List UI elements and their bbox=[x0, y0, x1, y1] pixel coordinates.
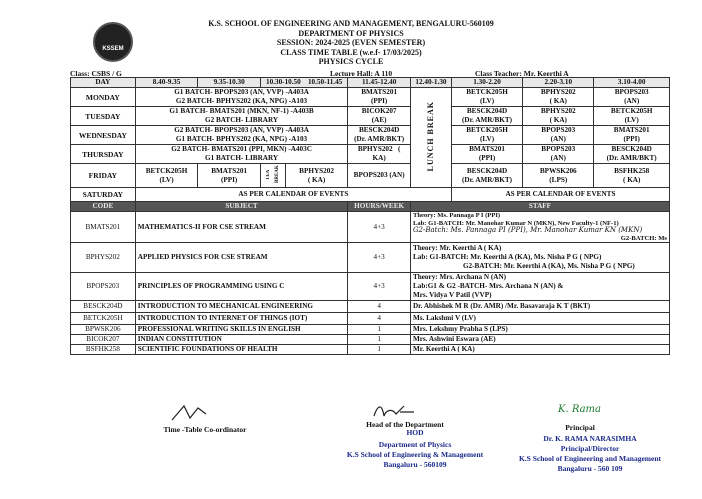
course-staff: Theory: Ms. Pannaga P I (PPI) Lab: G1-BATCH: Mr. Manohar Kumar N (MKN), New Faculty-1 (NF-1) G2-Batch: Ms. Pannaga PI (PPI), Mr. Manohar Kumar KN (MKN) G2-BATCH: Ms bbox=[410, 212, 669, 243]
course-row bbox=[71, 273, 670, 301]
timetable bbox=[70, 77, 670, 355]
course-hours: 4 bbox=[348, 301, 411, 313]
session: SESSION: 2024-2025 (EVEN SEMESTER) bbox=[276, 38, 426, 47]
course-row bbox=[71, 335, 670, 345]
header-subject: SUBJECT bbox=[135, 202, 348, 212]
course-code: BPOPS203 bbox=[71, 273, 136, 301]
course-code: BPWSK206 bbox=[71, 325, 136, 335]
course-code: BMATS201 bbox=[71, 212, 136, 243]
class-teacher-label: Class Teacher: Mr. Keerthi A bbox=[475, 69, 569, 78]
course-hours: 4+3 bbox=[348, 273, 411, 301]
batch-cell: G2 BATCH- BMATS201 (PPI, MKN) -A403C G1 BATCH- LIBRARY bbox=[135, 145, 348, 164]
period-cell: BPHYS202 ( KA) bbox=[348, 145, 411, 164]
row-monday bbox=[71, 88, 670, 107]
hod-title: Head of the Department bbox=[366, 420, 444, 429]
batch-cell: G1 BATCH- BMATS201 (MKN, NF-1) -A403B G2 BATCH- LIBRARY bbox=[135, 107, 348, 126]
row-tuesday bbox=[71, 107, 670, 126]
period-cell: BESCK204D (Dr. AMR/BKT) bbox=[594, 145, 670, 164]
hod-signature bbox=[370, 402, 420, 422]
period-cell: BPHYS202 ( KA) bbox=[285, 164, 348, 188]
timetable-title: CLASS TIME TABLE (w.e.f- 17/03/2025) bbox=[280, 47, 422, 57]
college-name: K.S. SCHOOL OF ENGINEERING AND MANAGEMENT, BENGALURU-560109 bbox=[208, 19, 494, 28]
principal-signature: K. Rama bbox=[558, 404, 601, 415]
day-label: SATURDAY bbox=[71, 188, 136, 202]
principal-title: Principal bbox=[565, 423, 595, 432]
period-cell: BMATS201 (PPI) bbox=[451, 145, 522, 164]
header-slot: 11.45-12.40 bbox=[348, 78, 411, 88]
period-cell: BETCK205H (LV) bbox=[135, 164, 198, 188]
row-thursday bbox=[71, 145, 670, 164]
header-day: DAY bbox=[71, 78, 136, 88]
document-header bbox=[0, 0, 702, 67]
course-staff: Ms. Lakshmi V (LV) bbox=[410, 313, 669, 325]
class-label: Class: CSBS / G bbox=[70, 69, 122, 78]
day-label: THURSDAY bbox=[71, 145, 136, 164]
events-cell: AS PER CALENDAR OF EVENTS bbox=[451, 188, 669, 202]
period-cell: BMATS201 (PPI) bbox=[594, 126, 670, 145]
header-slot: 1.30-2.20 bbox=[451, 78, 522, 88]
course-subject: INTRODUCTION TO INTERNET OF THINGS (IOT) bbox=[135, 313, 348, 325]
coordinator-label: Time -Table Co-ordinator bbox=[163, 425, 247, 434]
period-cell: BPOPS203 (AN) bbox=[348, 164, 411, 188]
row-saturday bbox=[71, 188, 670, 202]
header-slot: 3.10-4.00 bbox=[594, 78, 670, 88]
course-hours: 4 bbox=[348, 313, 411, 325]
cycle: PHYSICS CYCLE bbox=[318, 57, 384, 66]
course-header-row bbox=[71, 202, 670, 212]
period-cell: BPWSK206 (LPS) bbox=[523, 164, 594, 188]
course-staff: Theory: Mr. Keerthi A ( KA) Lab: G1-BATCH: Mr. Keerthi A (KA), Ms. Nisha P G ( NPG) G2-BATCH: Mr. Keerthi A (KA), Ms. Nisha P G ( NPG) bbox=[410, 243, 669, 273]
logo-text: KSSEM bbox=[102, 46, 124, 52]
header-code: CODE bbox=[71, 202, 136, 212]
course-code: BICOK207 bbox=[71, 335, 136, 345]
course-subject: PROFESSIONAL WRITING SKILLS IN ENGLISH bbox=[135, 325, 348, 335]
period-cell: BESCK204D (Dr. AMR/BKT) bbox=[451, 164, 522, 188]
course-code: BETCK205H bbox=[71, 313, 136, 325]
batch-cell: G2 BATCH- BPOPS203 (AN, VVP) -A403A G1 BATCH- BPHYS202 (KA, NPG) -A103 bbox=[135, 126, 348, 145]
header-slot: 8.40-9.35 bbox=[135, 78, 198, 88]
header-slot: 10.30-10.50 10.50-11.45 bbox=[260, 78, 347, 88]
course-hours: 1 bbox=[348, 345, 411, 355]
header-staff: STAFF bbox=[410, 202, 669, 212]
course-code: BSFHK258 bbox=[71, 345, 136, 355]
tea-break-cell: TEA BREAK bbox=[260, 164, 285, 188]
period-cell: BPOPS203 (AN) bbox=[523, 126, 594, 145]
period-cell: BSFHK258 ( KA) bbox=[594, 164, 670, 188]
course-subject: APPLIED PHYSICS FOR CSE STREAM bbox=[135, 243, 348, 273]
header-slot: 2.20-3.10 bbox=[523, 78, 594, 88]
period-cell: BESCK204D (Dr. AMR/BKT) bbox=[451, 107, 522, 126]
period-cell: BETCK205H (LV) bbox=[451, 126, 522, 145]
course-code: BPHYS202 bbox=[71, 243, 136, 273]
course-hours: 1 bbox=[348, 335, 411, 345]
course-subject: PRINCIPLES OF PROGRAMMING USING C bbox=[135, 273, 348, 301]
period-cell: BPOPS203 (AN) bbox=[594, 88, 670, 107]
course-staff: Theory: Mrs. Archana N (AN) Lab:G1 & G2 -BATCH- Mrs. Archana N (AN) & Mrs. Vidya V Patil (VVP) bbox=[410, 273, 669, 301]
period-cell: BPOPS203 (AN) bbox=[523, 145, 594, 164]
course-row bbox=[71, 345, 670, 355]
period-cell: BMATS201 (PPI) bbox=[198, 164, 261, 188]
course-subject: MATHEMATICS-II FOR CSE STREAM bbox=[135, 212, 348, 243]
course-subject: INDIAN CONSTITUTION bbox=[135, 335, 348, 345]
header-slot: 9.35-10.30 bbox=[198, 78, 261, 88]
header-slot: 12.40-1.30 bbox=[410, 78, 451, 88]
course-code: BESCK204D bbox=[71, 301, 136, 313]
course-row bbox=[71, 243, 670, 273]
course-row bbox=[71, 325, 670, 335]
row-wednesday bbox=[71, 126, 670, 145]
course-hours: 1 bbox=[348, 325, 411, 335]
course-staff: Mr. Keerthi A ( KA) bbox=[410, 345, 669, 355]
day-label: TUESDAY bbox=[71, 107, 136, 126]
period-cell: BETCK205H (LV) bbox=[594, 107, 670, 126]
course-staff: Mrs. Lekshmy Prabha S (LPS) bbox=[410, 325, 669, 335]
time-header-row bbox=[71, 78, 670, 88]
course-row bbox=[71, 212, 670, 243]
hod-stamp: HOD Department of Physics K.S School of Engineering & Management Bangaluru - 560109 bbox=[346, 428, 484, 469]
row-friday bbox=[71, 164, 670, 188]
course-staff: Mrs. Ashwini Eswara (AE) bbox=[410, 335, 669, 345]
course-hours: 4+3 bbox=[348, 243, 411, 273]
hall-label: Lecture Hall: A 110 bbox=[330, 69, 393, 78]
batch-cell: G1 BATCH- BPOPS203 (AN, VVP) -A403A G2 BATCH- BPHYS202 (KA, NPG) -A103 bbox=[135, 88, 348, 107]
day-label: FRIDAY bbox=[71, 164, 136, 188]
course-subject: INTRODUCTION TO MECHANICAL ENGINEERING bbox=[135, 301, 348, 313]
period-cell: BMATS201 (PPI) bbox=[348, 88, 411, 107]
day-label: MONDAY bbox=[71, 88, 136, 107]
period-cell: BETCK205H (LV) bbox=[451, 88, 522, 107]
lunch-break-cell: LUNCH BREAK bbox=[410, 88, 451, 188]
events-cell: AS PER CALENDAR OF EVENTS bbox=[135, 188, 451, 202]
period-cell: BICOK207 (AE) bbox=[348, 107, 411, 126]
principal-stamp: Dr. K. RAMA NARASIMHA Principal/Director K.S School of Engineering and Management Bangaluru - 560 109 bbox=[518, 434, 662, 473]
coordinator-signature bbox=[170, 402, 210, 424]
period-cell: BPHYS202 ( KA) bbox=[523, 88, 594, 107]
department-name: DEPARTMENT OF PHYSICS bbox=[298, 28, 404, 38]
course-row bbox=[71, 301, 670, 313]
course-hours: 4+3 bbox=[348, 212, 411, 243]
course-subject: SCIENTIFIC FOUNDATIONS OF HEALTH bbox=[135, 345, 348, 355]
course-staff: Dr. Abhishek M R (Dr. AMR) /Mr. Basavaraja K T (BKT) bbox=[410, 301, 669, 313]
period-cell: BESCK204D (Dr. AMR/BKT) bbox=[348, 126, 411, 145]
day-label: WEDNESDAY bbox=[71, 126, 136, 145]
header-hours: HOURS/WEEK bbox=[348, 202, 411, 212]
course-row bbox=[71, 313, 670, 325]
period-cell: BPHYS202 ( KA) bbox=[523, 107, 594, 126]
